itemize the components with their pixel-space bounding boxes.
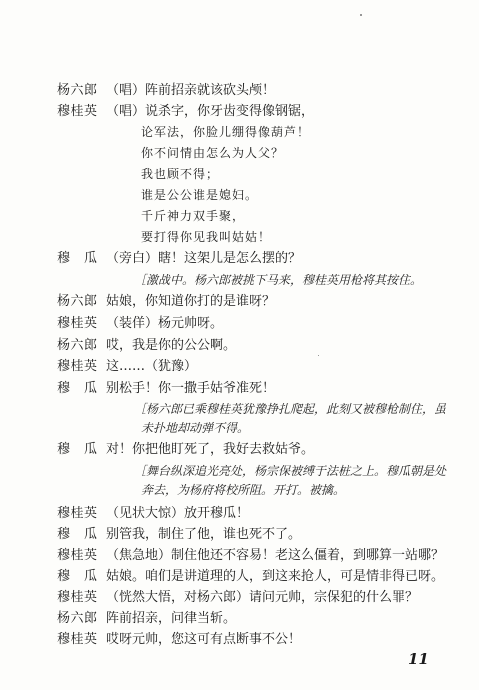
speaker-name: 穆 瓜 <box>57 381 97 396</box>
dialogue-text: （旁白）瞎！这架儿是怎么摆的？ <box>106 251 302 266</box>
verse-text: 你不问情由怎么为人父？ <box>141 146 285 160</box>
speaker-name: 穆 瓜 <box>57 251 97 266</box>
speaker-name: 穆 瓜 <box>57 442 97 457</box>
dialogue-text: 别管我，制住了他，谁也死不了。 <box>106 527 302 542</box>
speaker-name: 穆桂英 <box>57 359 97 374</box>
dialogue-text: 阵前招亲，问律当斩。 <box>106 611 237 626</box>
dialogue-text: 这……（犹豫） <box>106 359 198 374</box>
speaker-name: 杨六郎 <box>57 83 97 98</box>
speaker-name: 穆桂英 <box>57 590 97 605</box>
dialogue-text: （装佯）杨元帅呀。 <box>106 316 224 331</box>
speaker-name: 穆桂英 <box>57 632 97 647</box>
scan-speck <box>360 14 362 16</box>
verse-text: 要打得你见我叫姑姑！ <box>141 230 272 244</box>
speaker-name: 穆桂英 <box>57 316 97 331</box>
dialogue-text: （恍然大悟，对杨六郎）请问元帅，宗保犯的什么罪？ <box>106 590 419 605</box>
dialogue-text: （唱）说杀字，你牙齿变得像钢锯， <box>106 104 315 119</box>
speaker-name: 穆 瓜 <box>57 569 97 584</box>
verse-text: 我也顾不得； <box>141 167 220 181</box>
dialogue-text: （见状大惊）放开穆瓜！ <box>106 506 250 521</box>
stage-direction-text: ［舞台纵深追光亮处，杨宗保被缚于法桩之上。穆瓜朝是处 <box>134 464 447 478</box>
dialogue-text: 别松手！你一撒手姑爷准死！ <box>106 381 276 396</box>
dialogue-text: 姑娘，你知道你打的是谁呀？ <box>106 294 276 309</box>
page-number: 11 <box>408 650 429 668</box>
speaker-name: 杨六郎 <box>57 611 97 626</box>
stage-direction-text: ［杨六郎已乘穆桂英犹豫挣扎爬起，此刻又被穆枪制住，虽 <box>134 402 447 416</box>
speaker-name: 杨六郎 <box>57 294 97 309</box>
stage-direction-text: 奔去，为杨府将校所阻。开打。被擒。 <box>141 483 346 497</box>
dialogue-text: 姑娘。咱们是讲道理的人，到这来抢人，可是情非得已呀。 <box>106 569 445 584</box>
dialogue-text: 哎呀元帅，您这可有点断事不公！ <box>106 632 302 647</box>
dialogue-text: （唱）阵前招亲就该砍头颅！ <box>106 83 276 98</box>
scan-speck <box>318 355 319 356</box>
dialogue-text: 哎，我是你的公公啊。 <box>106 338 237 353</box>
dialogue-text: 对！你把他盯死了，我好去救姑爷。 <box>106 442 315 457</box>
verse-text: 千斤神力双手聚， <box>141 209 246 223</box>
speaker-name: 穆桂英 <box>57 104 97 119</box>
speaker-name: 穆桂英 <box>57 548 97 563</box>
dialogue-text: （焦急地）制住他还不容易！老这么僵着，到哪算一站哪？ <box>106 548 445 563</box>
speaker-name: 穆桂英 <box>57 506 97 521</box>
stage-direction-text: 未扑地却动弹不得。 <box>141 421 250 435</box>
verse-text: 论军法，你脸儿绷得像葫芦！ <box>141 125 311 139</box>
stage-direction-text: ［激战中。杨六郎被挑下马来，穆桂英用枪将其按住。 <box>134 273 423 287</box>
speaker-name: 杨六郎 <box>57 338 97 353</box>
verse-text: 谁是公公谁是媳妇。 <box>141 188 259 202</box>
speaker-name: 穆 瓜 <box>57 527 97 542</box>
